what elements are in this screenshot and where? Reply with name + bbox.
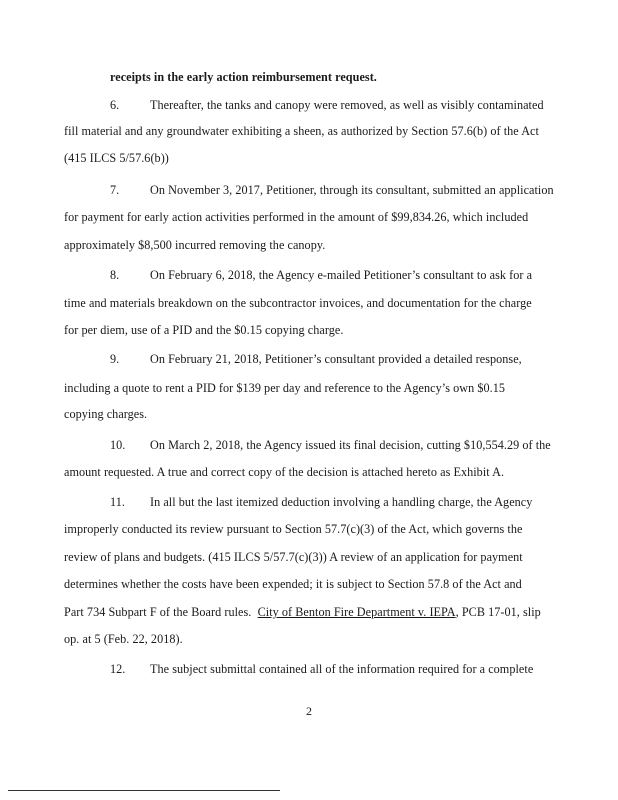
paragraph-number: 7. [110, 183, 120, 197]
paragraph-7-first-line [110, 183, 554, 198]
paragraph-8-first-line [110, 268, 532, 283]
paragraph-11-line-4: determines whether the costs have been expended; it is subject to Section 57.8 of the Act and [64, 577, 522, 591]
footer-divider [8, 790, 280, 791]
paragraph-11-first-line [110, 495, 532, 510]
paragraph-number: 10. [110, 438, 126, 452]
paragraph-11-line-6: op. at 5 (Feb. 22, 2018). [64, 632, 183, 646]
page-number: 2 [306, 704, 312, 718]
paragraph-text: In all but the last itemized deduction involving a handling charge, the Agency [150, 495, 533, 509]
paragraph-6-line-2: fill material and any groundwater exhibiting a sheen, as authorized by Section 57.6(b) of the Act [64, 124, 539, 138]
paragraph-text: The subject submittal contained all of the information required for a complete [150, 662, 534, 676]
paragraph-9-first-line [110, 352, 522, 367]
paragraph-number: 9. [110, 352, 120, 366]
paragraph-12-first-line [110, 662, 533, 677]
paragraph-8-line-2: time and materials breakdown on the subcontractor invoices, and documentation for the charge [64, 296, 532, 310]
lead-line: receipts in the early action reimbursement request. [110, 70, 377, 84]
paragraph-number: 6. [110, 98, 120, 112]
paragraph-9-line-3: copying charges. [64, 407, 148, 421]
paragraph-text: On February 21, 2018, Petitioner’s consultant provided a detailed response, [150, 352, 522, 366]
paragraph-10-first-line [110, 438, 551, 453]
paragraph-text: On February 6, 2018, the Agency e-mailed Petitioner’s consultant to ask for a [150, 268, 533, 282]
paragraph-9-line-2: including a quote to rent a PID for $139 per day and reference to the Agency’s own $0.15 [64, 381, 505, 395]
paragraph-number: 11. [110, 495, 125, 509]
paragraph-11-line-2: improperly conducted its review pursuant to Section 57.7(c)(3) of the Act, which governs the [64, 522, 523, 536]
case-citation: City of Benton Fire Department v. IEPA [257, 605, 456, 619]
paragraph-11-line-3: review of plans and budgets. (415 ILCS 5/57.7(c)(3)) A review of an application for payment [64, 550, 523, 564]
paragraph-text: On March 2, 2018, the Agency issued its final decision, cutting $10,554.29 of the [150, 438, 551, 452]
paragraph-8-line-3: for per diem, use of a PID and the $0.15 copying charge. [64, 323, 344, 337]
paragraph-text: Part 734 Subpart F of the Board rules. [64, 605, 252, 619]
paragraph-7-line-3: approximately $8,500 incurred removing the canopy. [64, 238, 326, 252]
paragraph-7-line-2: for payment for early action activities performed in the amount of $99,834.26, which included [64, 210, 529, 224]
citation-rest: , PCB 17-01, slip [455, 605, 541, 619]
paragraph-number: 12. [110, 662, 126, 676]
paragraph-11-line-5 [64, 605, 541, 620]
paragraph-6-first-line [110, 98, 544, 113]
paragraph-10-line-2: amount requested. A true and correct copy of the decision is attached hereto as Exhibit A. [64, 465, 505, 479]
paragraph-number: 8. [110, 268, 120, 282]
paragraph-text: Thereafter, the tanks and canopy were removed, as well as visibly contaminated [150, 98, 544, 112]
paragraph-6-line-3: (415 ILCS 5/57.6(b)) [64, 151, 169, 165]
paragraph-text: On November 3, 2017, Petitioner, through its consultant, submitted an application [150, 183, 554, 197]
